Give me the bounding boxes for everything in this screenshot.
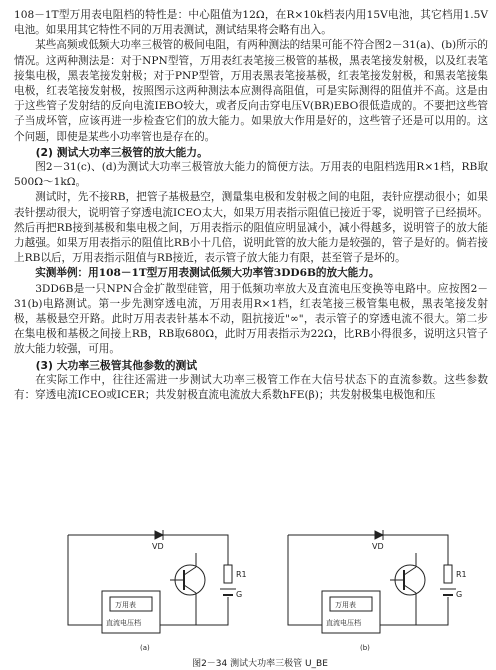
diode-vd-b bbox=[375, 531, 383, 539]
paragraph: 测试时，先不接RB，把管子基极悬空，测量集电极和发射极之间的电阻，表针应摆动很小；如果表针摆动很大，说明管子穿透电流ICEO太大，如果万用表指示阻值已接近于零，说明管子已经损坏。然后再把RB接到基极和集电极之间，万用表指示的阻值应明显减小，减小得越多，说明管子的放大能力越强。如果万用表指示的阻值比RB小十几倍，说明此管的放大能力是较强的，管子是好的。倘若接上RB以后，万用表指示阻值与RB接近，表示管子放大能力有限，甚至管子是坏的。 bbox=[14, 191, 488, 265]
section-heading: (2) 测试大功率三极管的放大能力。 bbox=[35, 145, 208, 159]
circuit-b bbox=[288, 530, 467, 652]
figure-caption: 图2－34 测试大功率三极管 U_BE bbox=[192, 659, 328, 669]
diode-vd-a bbox=[155, 531, 163, 539]
vd-label-a: VD bbox=[152, 542, 164, 551]
figure-2-34 bbox=[40, 525, 480, 670]
meter-label-b: 万用表 bbox=[335, 601, 356, 609]
panel-tag-a: (a) bbox=[140, 644, 150, 652]
section-heading: (3) 大功率三极管其他参数的测试 bbox=[35, 358, 198, 372]
paragraph: 108－1T型万用表电阻档的特性是：中心阻值为12Ω，在R×10k档表内用15V电池，其它档用1.5V电池。如果用其它特性不同的万用表测试，测试结果将会略有出入。 bbox=[14, 9, 488, 37]
r1-label-b: R1 bbox=[456, 570, 467, 579]
panel-tag-b: (b) bbox=[360, 644, 370, 652]
paragraph: 图2－31(c)、(d)为测试大功率三极管放大能力的简便方法。万用表的电阻档选用R×1档，RB取500Ω～1kΩ。 bbox=[14, 161, 488, 189]
r1-label-a: R1 bbox=[236, 570, 247, 579]
text-block bbox=[14, 8, 488, 403]
meter-label-a: 万用表 bbox=[115, 601, 136, 609]
meter-mode-a: 直流电压档 bbox=[106, 619, 141, 627]
meter-mode-b: 直流电压档 bbox=[326, 619, 361, 627]
paragraph: 在实际工作中，往往还需进一步测试大功率三极管工作在大信号状态下的直流参数。这些参数有：穿透电流ICEO或ICER；共发射极直流电流放大系数hFE(β)；共发射极集电极饱和压 bbox=[14, 373, 488, 402]
paragraph: 3DD6B是一只NPN合金扩散型硅管，用于低频功率放大及直流电压变换等电路中。应按图2－31(b)电路测试。第一步先测穿透电流，万用表用R×1档，红表笔接三极管集电极，黑表笔接发射极，基极悬空开路。此时万用表表针基本不动，阻抗接近"∞"，表示管子的穿透电流不很大。第二步在集电极和基极之间接上RB，RB取680Ω，此时万用表指示为22Ω，比RB小得很多，说明这只管子放大能力较强，可用。 bbox=[14, 282, 488, 356]
paragraph: 某些高频或低频大功率三极管的极间电阻，有两种测法的结果可能不符合图2－31(a)、(b)所示的情况。这两种测法是：对于NPN型管，万用表红表笔接三极管的基极，黑表笔接发射极，以及红表笔接集电极，黑表笔接发射极；对于PNP型管，万用表黑表笔接基极，红表笔接发射极，和黑表笔接集电极，红表笔接发射极，按照图示这两种测法本应测得高阻值，可是实际测得的阻值并不高。这是由于这些管子发射结的反向电流IEBO较大，或者反向击穿电压V(BR)EBO很低造成的。不要把这些管子当成坏管，应该再进一步检查它们的放大能力。如果放大作用是好的，这些管子还是可以用的。这个问题，即使是某些小功率管也是存在的。 bbox=[14, 39, 488, 143]
circuit-diagrams bbox=[40, 525, 480, 655]
example-line: 实测举例：用108－1T型万用表测试低频大功率管3DD6B的放大能力。 bbox=[35, 267, 380, 280]
g-label-b: G bbox=[456, 590, 463, 599]
circuit-a bbox=[68, 530, 247, 652]
g-label-a: G bbox=[236, 590, 243, 599]
vd-label-b: VD bbox=[372, 542, 384, 551]
